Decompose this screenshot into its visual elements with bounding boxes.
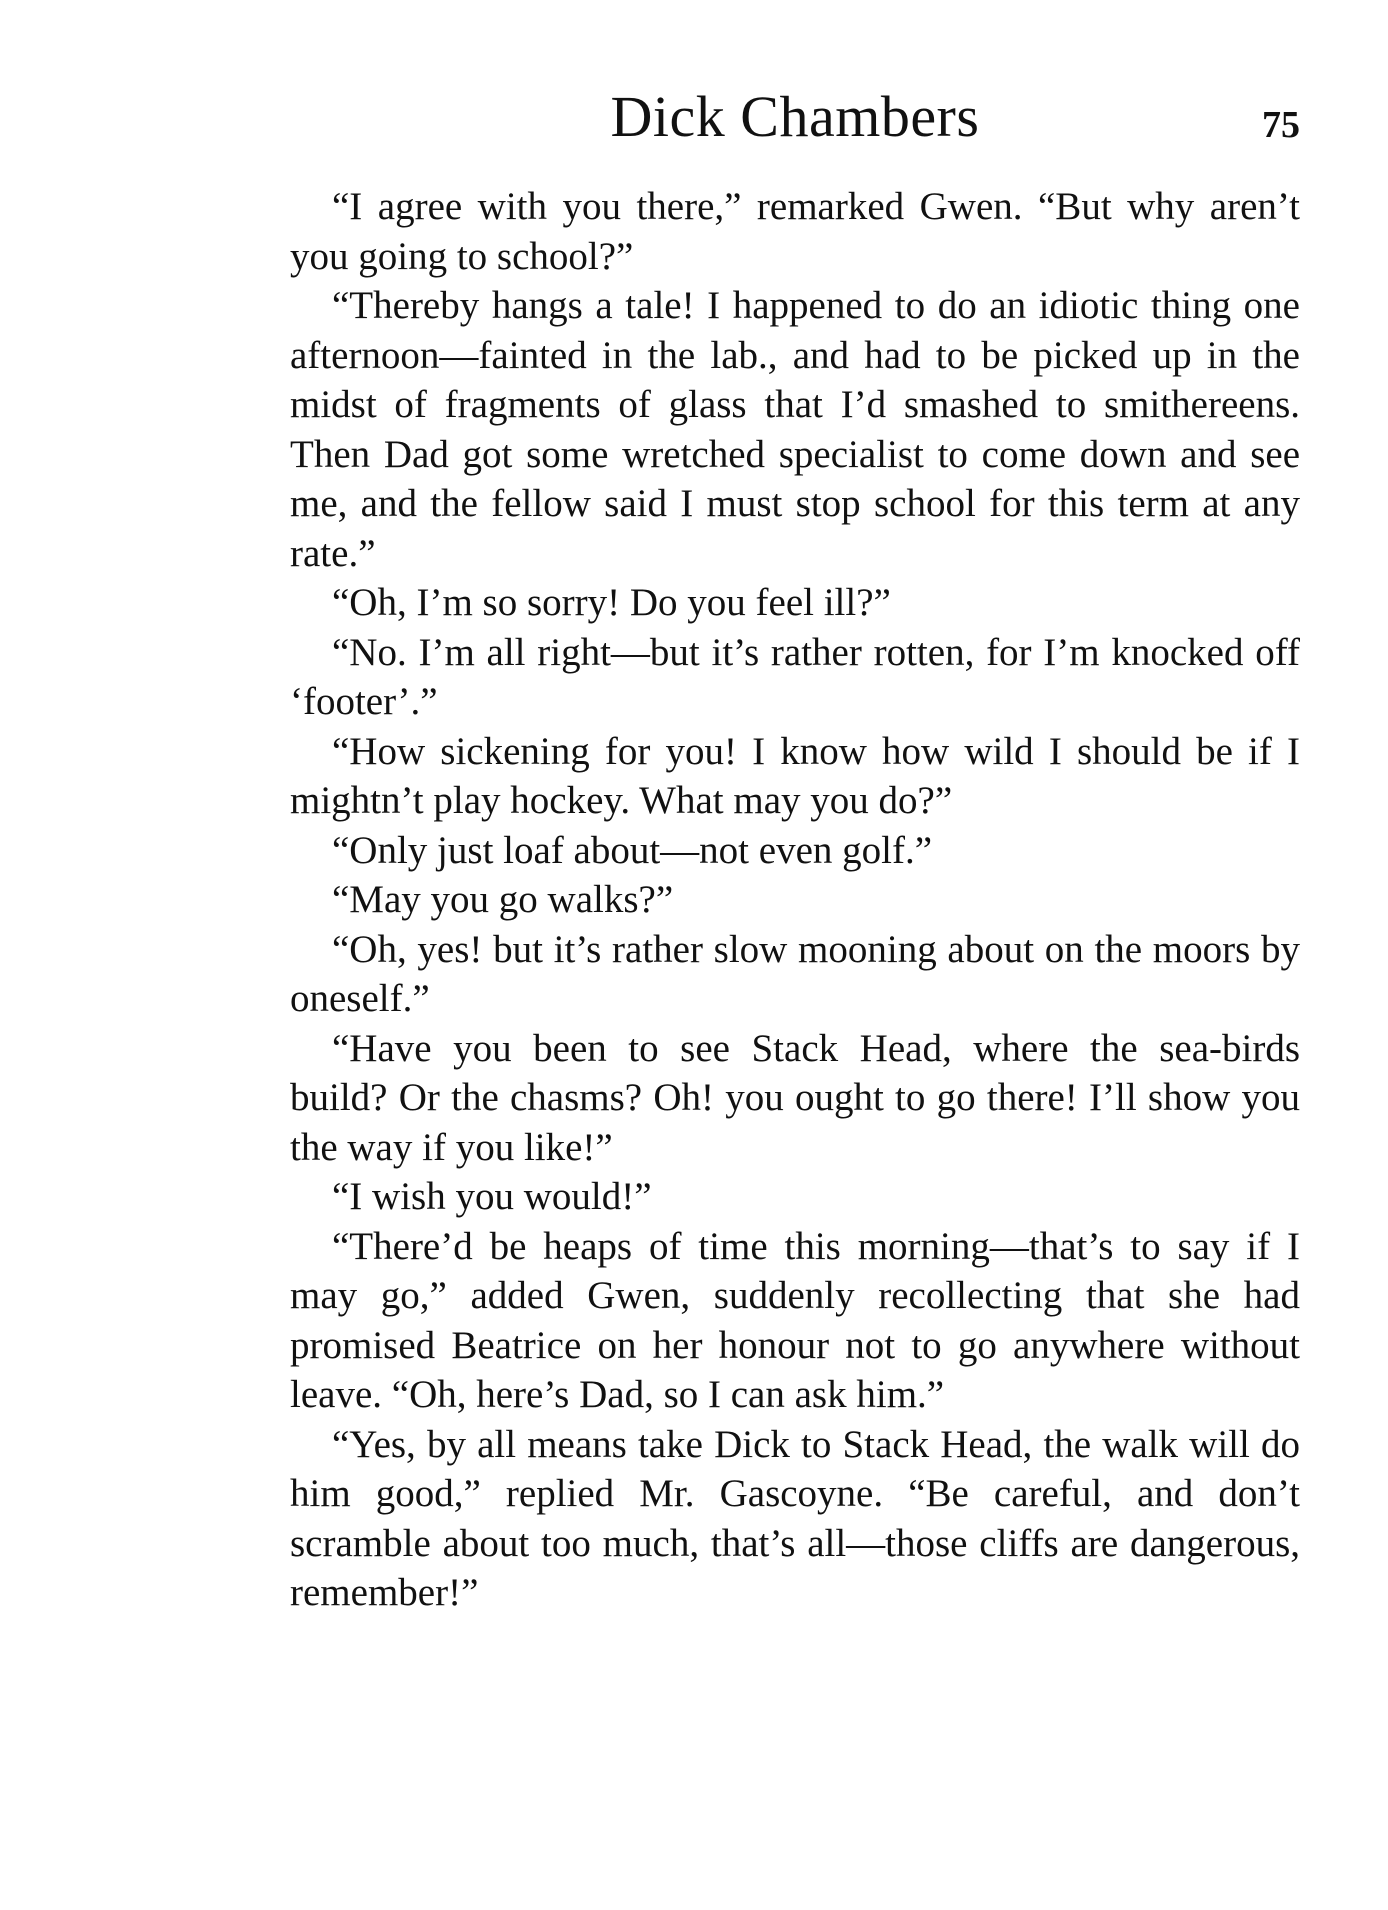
paragraph: “I wish you would!” [332,1175,652,1218]
running-header [290,82,1300,152]
paragraph: “I agree with you there,” remarked Gwen. “But why aren’t you going to school?” [290,185,1300,278]
paragraph: “Yes, by all means take Dick to Stack Head, the walk will do him good,” replied Mr. Gascoyne. “Be careful, and don’t scramble about too much, that’s all—those cliffs are dangerous, remember!” [290,1422,1300,1614]
paragraph: “May you go walks?” [332,878,674,921]
paragraph: “Have you been to see Stack Head, where the sea-birds build? Or the chasms? Oh! you ought to go there! I’ll show you the way if you like!” [290,1026,1300,1169]
paragraph: “Only just loaf about—not even golf.” [332,828,933,872]
paragraph: “No. I’m all right—but it’s rather rotten, for I’m knocked off ‘footer’.” [290,630,1300,723]
page-number: 75 [1262,104,1300,146]
running-title: Dick Chambers [610,84,980,149]
paragraph: “How sickening for you! I know how wild I should be if I mightn’t play hockey. What may you do?” [290,729,1300,822]
paragraph: “Oh, yes! but it’s rather slow mooning about on the moors by oneself.” [290,927,1300,1020]
paragraph: “Oh, I’m so sorry! Do you feel ill?” [332,581,891,624]
paragraph: “Thereby hangs a tale! I happened to do an idiotic thing one afternoon—fainted in the lab., and had to be picked up in the midst of fragments of glass that I’d smashed to smithereens. Then Dad got some wretched specialist to come down and see me, and the fellow said I must stop school for this term at any rate.” [290,284,1300,575]
paragraph: “There’d be heaps of time this morning—that’s to say if I may go,” added Gwen, suddenly recollecting that she had promised Beatrice on her honour not to go anywhere without leave. “Oh, here’s Dad, so I can ask him.” [290,1224,1300,1416]
body-text [290,182,1300,1618]
